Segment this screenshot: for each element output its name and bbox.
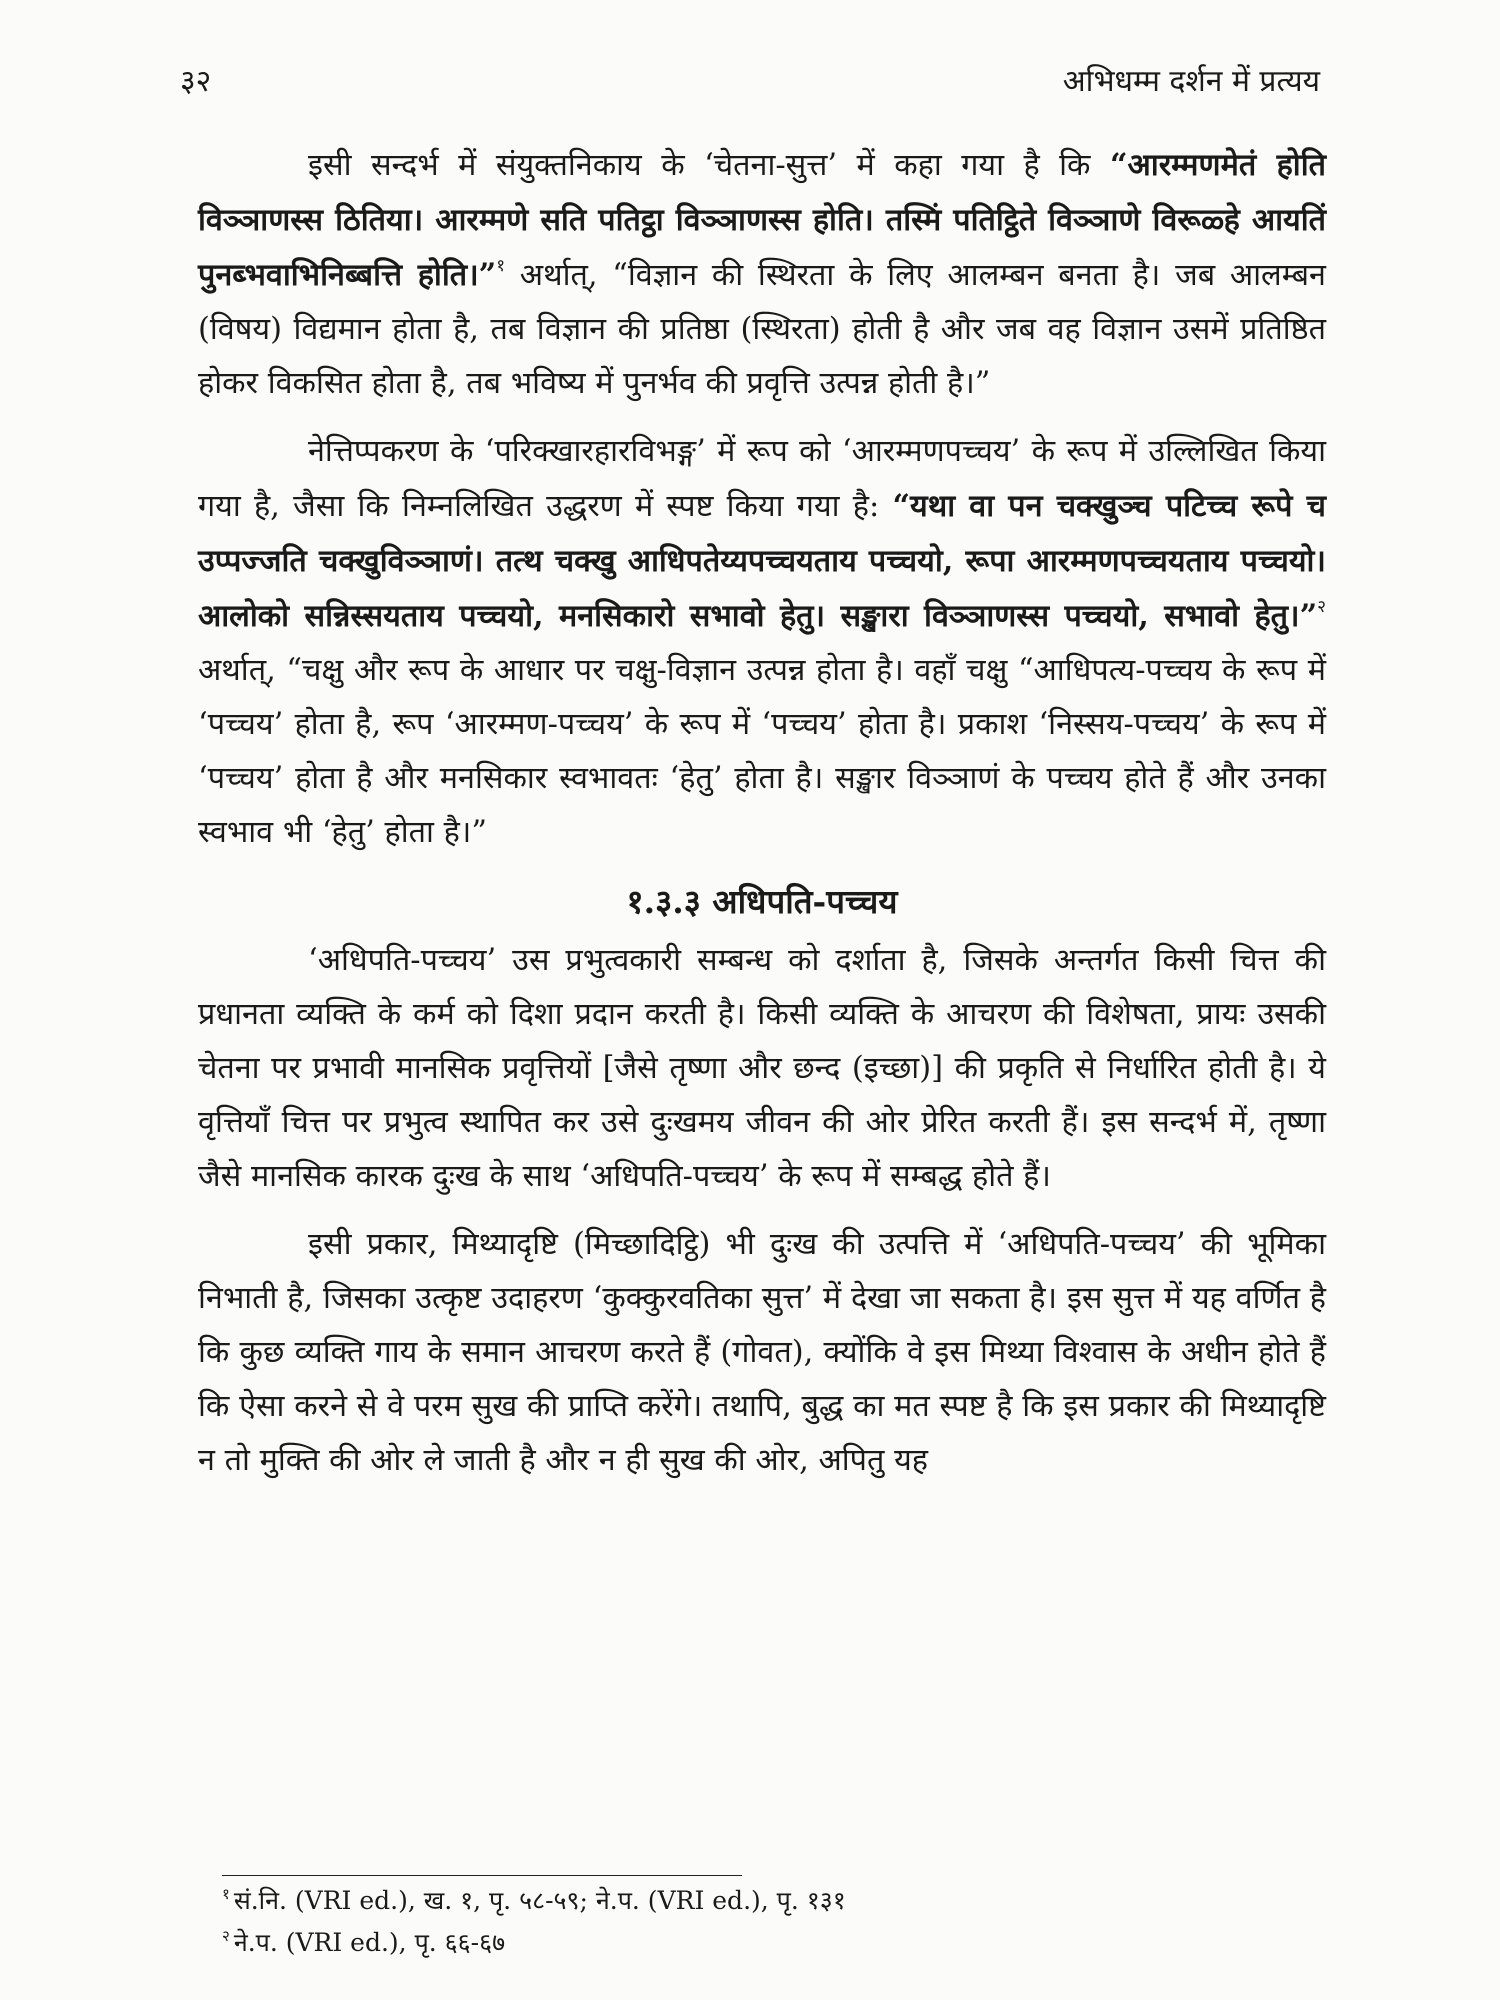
paragraph-chetana-sutta [198, 138, 1326, 411]
footnotes [222, 1880, 1272, 1964]
pali-quotation: “आरम्मणमेतं होति विञ्ञाणस्स ठितिया। आरम्मणे सति पतिट्ठा विञ्ञाणस्स होति। तस्मिं पतिट्ठिते विञ्ञाणे विरूळ्हे आयतिं पुनब्भवाभिनिब्बत्ति होति।” [198, 147, 1326, 293]
paragraph-micchaditthi: इसी प्रकार, मिथ्यादृष्टि (मिच्छादिट्ठि) भी दुःख की उत्पत्ति में ‘अधिपति-पच्चय’ की भूमिका निभाती है, जिसका उत्कृष्ट उदाहरण ‘कुक्कुरवतिका सुत्त’ में देखा जा सकता है। इस सुत्त में यह वर्णित है कि कुछ व्यक्ति गाय के समान आचरण करते हैं (गोवत), क्योंकि वे इस मिथ्या विश्वास के अधीन होते हैं कि ऐसा करने से वे परम सुख की प्राप्ति करेंगे। तथापि, बुद्ध का मत स्पष्ट है कि इस प्रकार की मिथ्यादृष्टि न तो मुक्ति की ओर ले जाती है और न ही सुख की ओर, अपितु यह [198, 1227, 1326, 1478]
hindi-translation: अर्थात्, “चक्षु और रूप के आधार पर चक्षु-विज्ञान उत्पन्न होता है। वहाँ चक्षु “आधिपत्य-पच्चय के रूप में ‘पच्चय’ होता है, रूप ‘आरम्मण-पच्चय’ के रूप में ‘पच्चय’ होता है। प्रकाश ‘निस्सय-पच्चय’ के रूप में ‘पच्चय’ होता है और मनसिकार स्वभावतः ‘हेतु’ होता है। सङ्खार विञ्ञाणं के पच्चय होते हैं और उनका स्वभाव भी ‘हेतु’ होता है।” [198, 653, 1326, 850]
page-number: ३२ [180, 64, 212, 99]
pali-quotation: “यथा वा पन चक्खुञ्च पटिच्च रूपे च उप्पज्जति चक्खुविञ्ञाणं। तत्थ चक्खु आधिपतेय्यपच्चयताय पच्चयो, रूपा आरम्मणपच्चयताय पच्चयो। आलोको सन्निस्सयताय पच्चयो, मनसिकारो सभावो हेतु। सङ्खारा विञ्ञाणस्स पच्चयो, सभावो हेतु।” [198, 488, 1326, 634]
paragraph-adhipati: ‘अधिपति-पच्चय’ उस प्रभुत्वकारी सम्बन्ध को दर्शाता है, जिसके अन्तर्गत किसी चित्त की प्रधानता व्यक्ति के कर्म को दिशा प्रदान करती है। किसी व्यक्ति के आचरण की विशेषता, प्रायः उसकी चेतना पर प्रभावी मानसिक प्रवृत्तियों [जैसे तृष्णा और छन्द (इच्छा)] की प्रकृति से निर्धारित होती है। ये वृत्तियाँ चित्त पर प्रभुत्व स्थापित कर उसे दुःखमय जीवन की ओर प्रेरित करती हैं। इस सन्दर्भ में, तृष्णा जैसे मानसिक कारक दुःख के साथ ‘अधिपति-पच्चय’ के रूप में सम्बद्ध होते हैं। [198, 943, 1326, 1194]
footnote-text: ने.प. (VRI ed.), पृ. ६६-६७ [233, 1928, 506, 1957]
paragraph-intro: नेत्तिप्पकरण के ‘परिक्खारहारविभङ्ग’ में रूप को ‘आरम्मणपच्चय’ के रूप में उल्लिखित किया गया है, जैसा कि निम्नलिखित उद्धरण में स्पष्ट किया गया है: [198, 434, 1326, 524]
footnote-mark: २ [222, 1927, 230, 1945]
section-heading: १.३.३ अधिपति-पच्चय [626, 882, 898, 921]
page-header [180, 52, 1320, 112]
footnote-divider [222, 1875, 742, 1876]
footnote-text: सं.नि. (VRI ed.), ख. १, पृ. ५८-५९; ने.प. (VRI ed.), पृ. १३१ [233, 1886, 846, 1915]
paragraph-nettippakarana [198, 425, 1326, 860]
footnote-marker: २ [1317, 597, 1326, 617]
footnote-mark: १ [222, 1885, 230, 1903]
hindi-translation: अर्थात्, “विज्ञान की स्थिरता के लिए आलम्बन बनता है। जब आलम्बन (विषय) विद्यमान होता है, तब विज्ञान की प्रतिष्ठा (स्थिरता) होती है और जब वह विज्ञान उसमें प्रतिष्ठित होकर विकसित होता है, तब भविष्य में पुनर्भव की प्रवृत्ति उत्पन्न होती है।” [198, 258, 1326, 401]
paragraph-intro: इसी सन्दर्भ में संयुक्तनिकाय के ‘चेतना-सुत्त’ में कहा गया है कि [308, 148, 1091, 183]
footnote-2 [222, 1922, 1272, 1964]
footnote-1 [222, 1880, 1272, 1922]
running-title: अभिधम्म दर्शन में प्रत्यय [1062, 64, 1320, 99]
footnote-marker: १ [496, 256, 506, 276]
page-body [198, 138, 1326, 1502]
